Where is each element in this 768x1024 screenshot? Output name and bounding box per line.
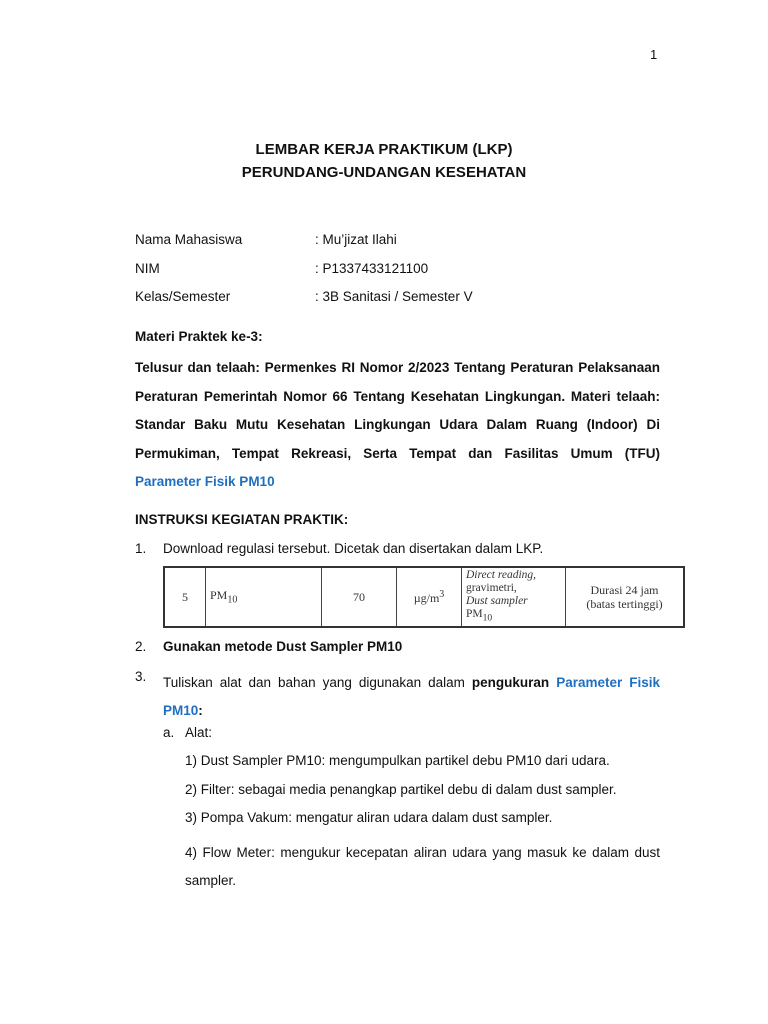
table-row [164,567,684,627]
identity-label: NIM [135,261,160,276]
identity-value: : P1337433121100 [315,261,429,276]
document-title-line1: LEMBAR KERJA PRAKTIKUM (LKP) [255,141,513,158]
table-cell-note: Durasi 24 jam (batas tertinggi) [566,567,685,627]
table-cell-unit: $\mu g/m^3$ [397,567,462,627]
materi-highlight: Parameter Fisik PM10 [135,474,275,490]
list-item: 3) Pompa Vakum: mengatur aliran udara dalam dust sampler. [185,810,553,825]
materi-body: Permenkes RI Nomor 2/2023 Tentang Peraturan Pelaksanaan Peraturan Pemerintah Nomor 66 Tentang Kesehatan Lingkungan. Materi telaah: Standar Baku Mutu Kesehatan Lingkungan Udara Dalam Ruang (Indoor) Di Permukiman, Tempat Rekreasi, Serta Tempat dan Fasilitas Umum (TFU) [135,360,660,461]
sub-label: Alat: [185,725,213,740]
table-cell-no: 5 [164,567,206,627]
sub-letter: a. [163,725,175,740]
item-text: Gunakan metode Dust Sampler PM10 [163,639,403,654]
item-text: Download regulasi tersebut. Dicetak dan disertakan dalam LKP. [163,541,544,556]
item-number: 3. [135,669,147,684]
identity-value: : 3B Sanitasi / Semester V [315,289,473,304]
identity-label: Nama Mahasiswa [135,232,243,247]
table-cell-method: Direct reading, gravimetri, Dust sampler $PM_{10}$ [462,567,566,627]
page-number: 1 [650,47,658,62]
materi-paragraph [135,354,660,497]
instruksi-heading: INSTRUKSI KEGIATAN PRAKTIK: [135,512,349,527]
identity-label: Kelas/Semester [135,289,231,304]
list-item: 4) Flow Meter: mengukur kecepatan aliran udara yang masuk ke dalam dust sampler. [185,845,660,888]
item-number: 1. [135,541,147,556]
materi-lead: Telusur dan telaah: [135,360,260,375]
item-number: 2. [135,639,147,654]
list-item: 1) Dust Sampler PM10: mengumpulkan partikel debu PM10 dari udara. [185,753,610,768]
table-cell-value: 70 [322,567,397,627]
materi-heading: Materi Praktek ke-3: [135,329,263,344]
list-item: 2) Filter: sebagai media penangkap partikel debu di dalam dust sampler. [185,782,617,797]
item-text-3: Tuliskan alat dan bahan yang digunakan dalam pengukuran Parameter Fisik PM10: [163,675,660,718]
table-cell-parameter: $PM_{10}$ [206,567,322,627]
document-title-line2: PERUNDANG-UNDANGAN KESEHATAN [241,164,527,181]
identity-value: : Mu’jizat Ilahi [315,232,397,247]
regulation-table [163,566,685,628]
